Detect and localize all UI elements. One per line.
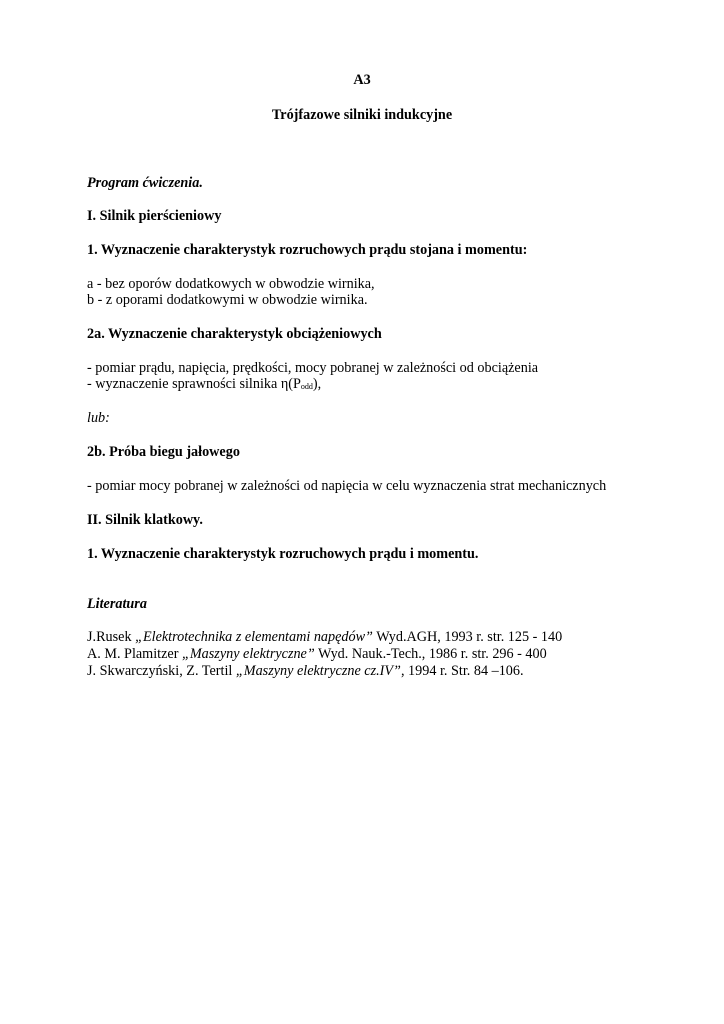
literature-author: A. M. Plamitzer [87, 646, 182, 662]
literature-title: „Elektrotechnika z elementami napędów” [135, 629, 373, 645]
efficiency-text-end: ), [312, 376, 322, 392]
literature-entry [87, 629, 562, 646]
literature-heading: Literatura [87, 596, 147, 612]
section1-item2b-line: - pomiar mocy pobranej w zależności od napięcia w celu wyznaczenia strat mechanicznych [87, 478, 607, 494]
program-heading: Program ćwiczenia. [87, 175, 203, 191]
section2-item1-heading: 1. Wyznaczenie charakterystyk rozruchowych prądu i momentu. [87, 546, 479, 562]
section1-item2a-line1: - pomiar prądu, napięcia, prędkości, mocy pobranej w zależności od obciążenia [87, 360, 539, 376]
document-title: Trójfazowe silniki indukcyjne [271, 107, 453, 123]
literature-author: J.Rusek [87, 629, 136, 645]
section1-item2a-line2 [87, 376, 321, 393]
section1-item2a-heading: 2a. Wyznaczenie charakterystyk obciążeniowych [87, 326, 382, 342]
literature-details: , 1994 r. Str. 84 –106. [400, 663, 524, 679]
or-word: lub: [87, 410, 110, 426]
section1-item1-line-a: a - bez oporów dodatkowych w obwodzie wirnika, [87, 276, 375, 292]
literature-title: „Maszyny elektryczne cz.IV” [235, 663, 401, 679]
section1-item1-heading: 1. Wyznaczenie charakterystyk rozruchowych prądu stojana i momentu: [87, 242, 528, 258]
section1-heading: I. Silnik pierścieniowy [87, 208, 222, 224]
literature-entry [87, 663, 524, 680]
section2-heading: II. Silnik klatkowy. [87, 512, 203, 528]
literature-author: J. Skwarczyński, Z. Tertil [87, 663, 236, 679]
literature-details: Wyd. Nauk.-Tech., 1986 r. str. 296 - 400 [314, 646, 547, 662]
literature-details: Wyd.AGH, 1993 r. str. 125 - 140 [372, 629, 563, 645]
literature-title: „Maszyny elektryczne” [181, 646, 315, 662]
efficiency-subscript: odd [300, 382, 313, 391]
literature-entry [87, 646, 547, 663]
section1-item1-line-b: b - z oporami dodatkowymi w obwodzie wirnika. [87, 292, 368, 308]
efficiency-text: - wyznaczenie sprawności silnika η(P [87, 376, 301, 392]
document-code: A3 [353, 72, 371, 88]
section1-item2b-heading: 2b. Próba biegu jałowego [87, 444, 240, 460]
